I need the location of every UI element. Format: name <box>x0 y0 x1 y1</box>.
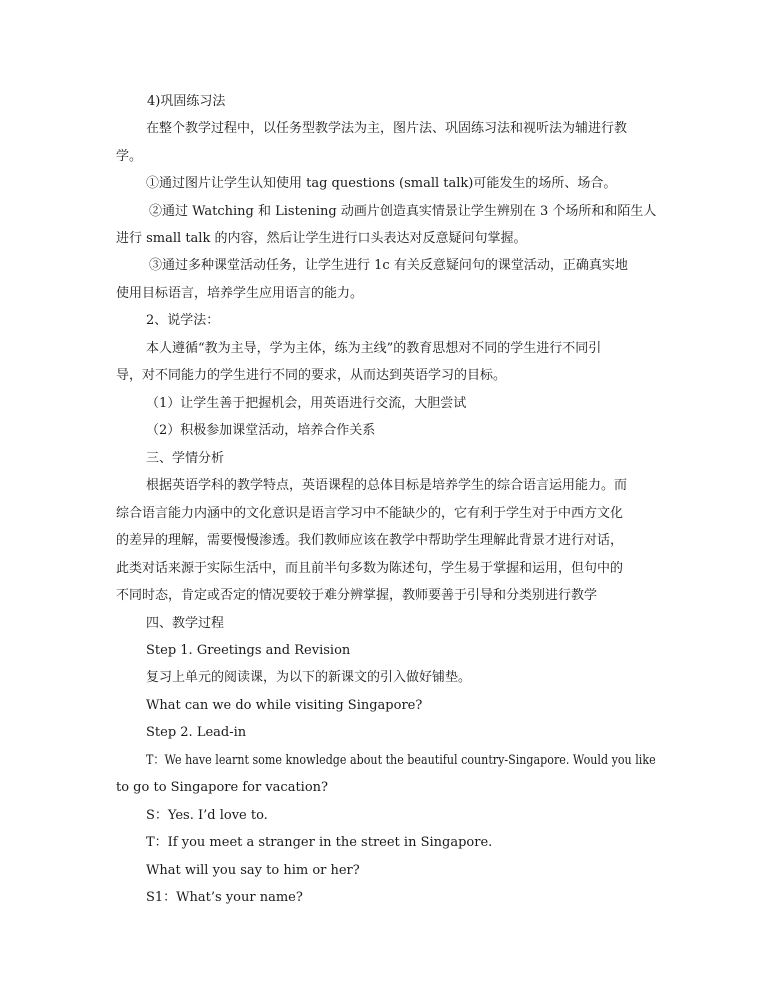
section-heading: 2、说学法： <box>146 313 220 328</box>
text-line: What will you say to him or her? <box>146 863 360 878</box>
text-line: to go to Singapore for vacation? <box>116 780 329 795</box>
text-line: ①通过图片让学生认知使用 tag questions (small talk)可能发生的场所、场合。 <box>146 176 617 191</box>
text-line: S1：What’s your name? <box>146 890 303 905</box>
text-line: 导，对不同能力的学生进行不同的要求，从而达到英语学习的目标。 <box>116 368 507 383</box>
text-line: What can we do while visiting Singapore? <box>146 698 423 713</box>
text-line: T：We have learnt some knowledge about the beautiful country-Singapore. Would you like <box>146 753 656 768</box>
text-line: 进行 small talk 的内容，然后让学生进行口头表达对反意疑问句掌握。 <box>116 231 527 246</box>
text-line: 此类对话来源于实际生活中，而且前半句多数为陈述句，学生易于掌握和运用，但句中的 <box>116 561 624 576</box>
text-line: 本人遵循“教为主导，学为主体，练为主线”的教育思想对不同的学生进行不同引 <box>146 341 602 356</box>
text-line: Step 2. Lead-in <box>146 725 247 740</box>
text-line: 在整个教学过程中，以任务型教学法为主，图片法、巩固练习法和视听法为辅进行教 <box>146 121 628 136</box>
text-line: S：Yes. I’d love to. <box>146 808 268 823</box>
text-line: 学。 <box>116 149 143 164</box>
text-line: 4)巩固练习法 <box>147 94 226 109</box>
text-line: （1）让学生善于把握机会，用英语进行交流，大胆尝试 <box>146 396 467 411</box>
text-line: Step 1. Greetings and Revision <box>146 643 351 658</box>
text-line: 复习上单元的阅读课，为以下的新课文的引入做好铺垫。 <box>146 670 472 685</box>
section-heading: 三、学情分析 <box>146 451 225 466</box>
text-line: 根据英语学科的教学特点，英语课程的总体目标是培养学生的综合语言运用能力。而 <box>146 478 628 493</box>
text-line: （2）积极参加课堂活动，培养合作关系 <box>146 423 376 438</box>
text-line: T：If you meet a stranger in the street in Singapore. <box>146 835 493 850</box>
text-line: 综合语言能力内涵中的文化意识是语言学习中不能缺少的，它有利于学生对于中西方文化 <box>116 506 624 521</box>
text-line: ②通过 Watching 和 Listening 动画片创造真实情景让学生辨别在 3 个场所和和陌生人 <box>149 204 657 219</box>
section-heading: 四、教学过程 <box>146 616 225 631</box>
text-line: 不同时态，肯定或否定的情况要较于难分辨掌握，教师要善于引导和分类别进行教学 <box>116 588 598 603</box>
text-line: ③通过多种课堂活动任务，让学生进行 1c 有关反意疑问句的课堂活动，正确真实地 <box>149 258 628 273</box>
text-line: 使用目标语言，培养学生应用语言的能力。 <box>116 286 364 301</box>
text-line: 的差异的理解，需要慢慢渗透。我们教师应该在教学中帮助学生理解此背景才进行对话， <box>116 533 624 548</box>
